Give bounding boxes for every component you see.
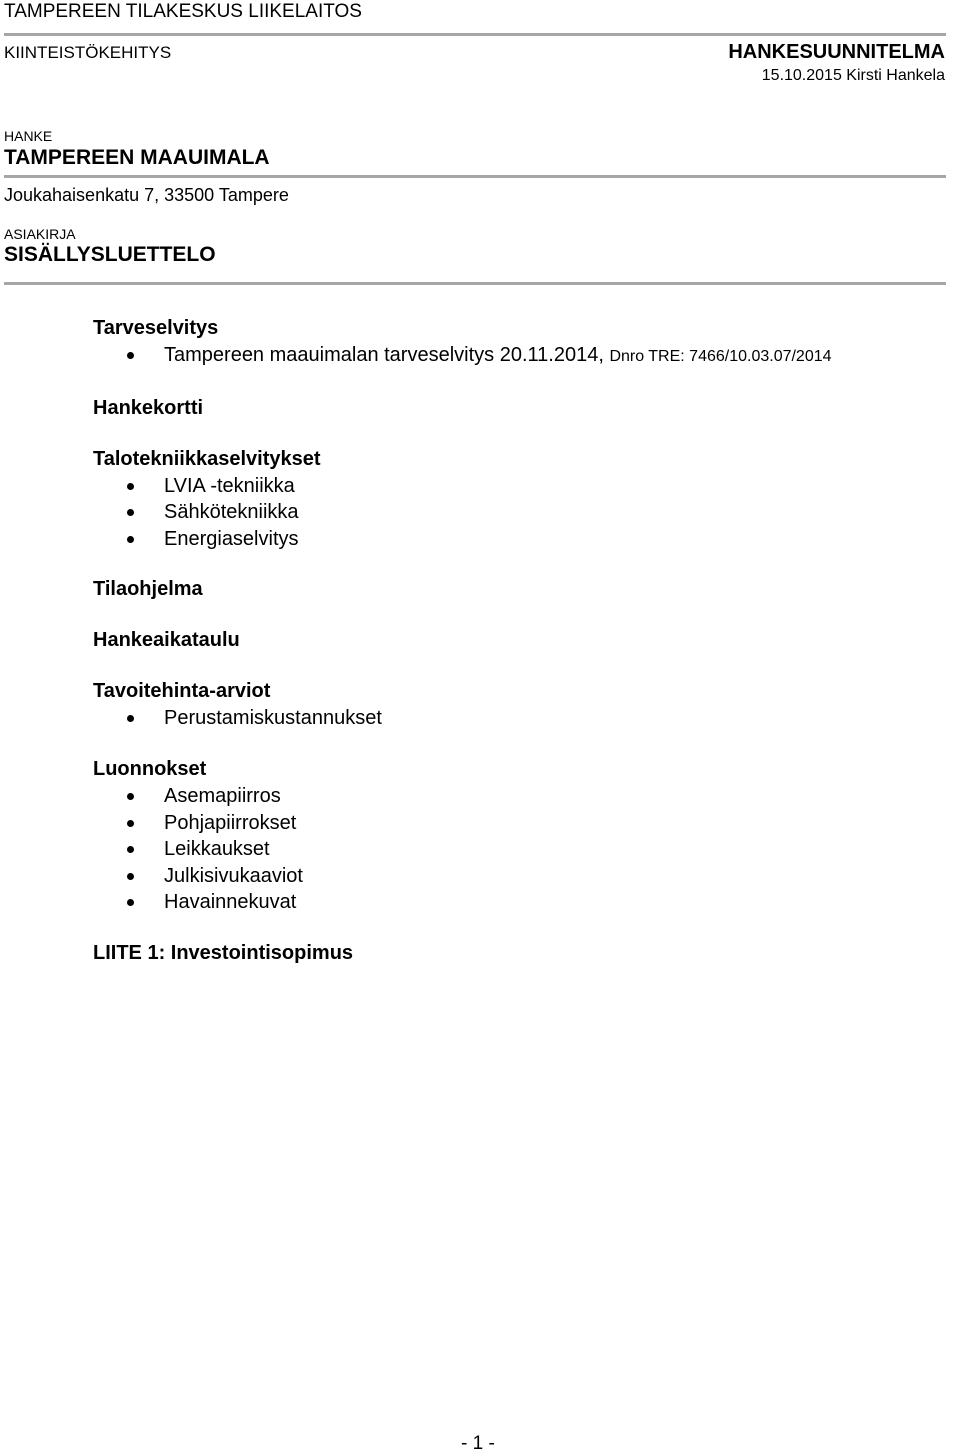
list-item xyxy=(93,783,933,810)
document-divider xyxy=(4,282,946,285)
bullet-icon xyxy=(127,509,134,516)
document-name: SISÄLLYSLUETTELO xyxy=(4,243,216,266)
section-heading: Tarveselvitys xyxy=(93,317,219,339)
item-text: Julkisivukaaviot xyxy=(164,864,303,887)
document-type: HANKESUUNNITELMA xyxy=(728,41,945,63)
item-text: Asemapiirros xyxy=(164,784,281,807)
page-number: - 1 - xyxy=(461,1433,495,1454)
item-text: Sähkötekniikka xyxy=(164,501,299,524)
toc-section-talotekniikka xyxy=(93,445,933,553)
bullet-icon xyxy=(127,536,134,543)
project-label: HANKE xyxy=(4,128,53,144)
item-text: Tampereen maauimalan tarveselvitys 20.11.2014, xyxy=(164,344,610,366)
department-name: KIINTEISTÖKEHITYS xyxy=(4,43,172,62)
project-divider xyxy=(4,175,946,178)
section-heading: Hankekortti xyxy=(93,396,204,419)
list-item xyxy=(93,810,933,837)
section-heading: Luonnokset xyxy=(93,757,207,780)
bullet-icon xyxy=(127,715,134,722)
toc-section-tarveselvitys xyxy=(93,314,933,371)
toc-section-luonnokset xyxy=(93,755,933,916)
list-item xyxy=(93,526,933,553)
item-text: Perustamiskustannukset xyxy=(164,707,382,730)
toc-section-hankeaikataulu xyxy=(93,626,933,654)
list-item xyxy=(93,889,933,916)
list-item xyxy=(93,705,933,732)
table-of-contents xyxy=(93,314,933,990)
toc-section-hankekortti xyxy=(93,394,933,422)
bullet-icon xyxy=(127,352,134,359)
organization-name: TAMPEREEN TILAKESKUS LIIKELAITOS xyxy=(4,1,362,22)
document-label: ASIAKIRJA xyxy=(4,226,76,242)
section-heading: LIITE 1: Investointisopimus xyxy=(93,941,354,964)
section-heading: Hankeaikataulu xyxy=(93,629,240,652)
bullet-icon xyxy=(127,483,134,490)
list-item xyxy=(93,342,933,371)
project-name: TAMPEREEN MAAUIMALA xyxy=(4,146,270,169)
list-item xyxy=(93,499,933,526)
bullet-icon xyxy=(127,873,134,880)
header-divider xyxy=(4,33,946,36)
list-item xyxy=(93,473,933,500)
date-author: 15.10.2015 Kirsti Hankela xyxy=(761,67,945,84)
bullet-icon xyxy=(127,820,134,827)
item-list xyxy=(93,473,933,553)
bullet-icon xyxy=(127,793,134,800)
list-item xyxy=(93,863,933,890)
item-list xyxy=(93,705,933,732)
list-item xyxy=(93,836,933,863)
project-address: Joukahaisenkatu 7, 33500 Tampere xyxy=(4,185,289,205)
item-text: LVIA -tekniikka xyxy=(164,474,295,497)
bullet-icon xyxy=(127,899,134,906)
bullet-icon xyxy=(127,846,134,853)
section-heading: Tavoitehinta-arviot xyxy=(93,680,271,703)
item-reference: Dnro TRE: 7466/10.03.07/2014 xyxy=(609,348,832,365)
toc-section-tilaohjelma xyxy=(93,575,933,603)
section-heading: Tilaohjelma xyxy=(93,578,203,601)
toc-section-tavoitehinta xyxy=(93,677,933,732)
toc-section-liite xyxy=(93,939,933,967)
item-text: Havainnekuvat xyxy=(164,891,297,914)
item-text: Leikkaukset xyxy=(164,838,270,861)
item-text: Energiaselvitys xyxy=(164,527,299,550)
item-list xyxy=(93,783,933,916)
item-list xyxy=(93,342,933,371)
item-text: Pohjapiirrokset xyxy=(164,811,297,834)
section-heading: Talotekniikkaselvitykset xyxy=(93,447,321,470)
